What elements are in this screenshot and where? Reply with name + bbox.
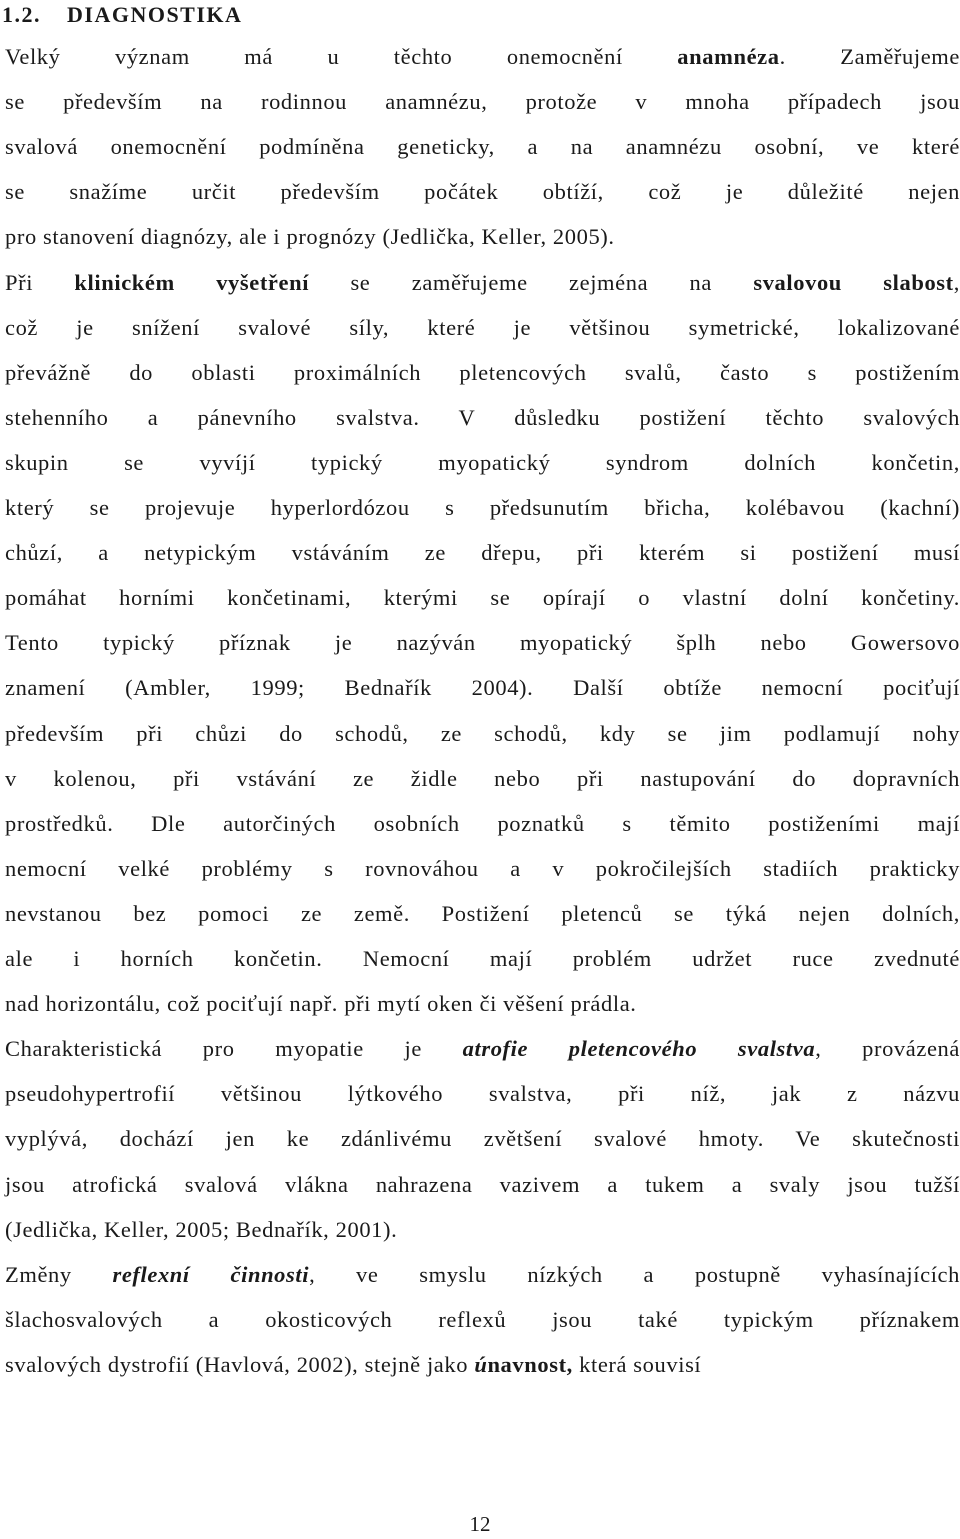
text-run: ale i horních končetin. Nemocní mají problém udržet ruce zvednuté — [5, 946, 960, 971]
text-run: Změny — [5, 1261, 113, 1287]
text-line — [5, 34, 960, 79]
text-line — [5, 1342, 701, 1387]
text-line — [5, 1252, 960, 1297]
text-run: nevstanou bez pomoci ze země. Postižení pletenců se týká nejen dolních, — [5, 900, 960, 926]
text-line — [5, 891, 960, 936]
text-run: , — [953, 269, 960, 295]
section-number: 1.2. — [2, 2, 41, 27]
text-run: se především na rodinnou anamnézu, protože v mnoha případech jsou — [5, 89, 960, 115]
text-line — [5, 1297, 960, 1342]
text-run: (Jedlička, Keller, 2005; Bednařík, 2001). — [5, 1216, 398, 1242]
text-line — [5, 936, 960, 981]
text-line — [5, 124, 960, 169]
text-run: skupin se vyvíjí typický myopatický syndrom dolních končetin, — [5, 449, 960, 475]
text-line — [5, 350, 960, 395]
text-line — [5, 530, 960, 575]
text-run: , ve smyslu nízkých a postupně vyhasínajících — [309, 1261, 960, 1287]
text-line — [5, 79, 960, 124]
text-run: pomáhat horními končetinami, kterými se opírají o vlastní dolní končetiny. — [5, 585, 960, 611]
text-run: stehenního a pánevního svalstva. V důsledku postižení těchto svalových — [5, 404, 960, 430]
section-title: DIAGNOSTIKA — [67, 2, 243, 27]
emphasized-text: klinickém vyšetření — [74, 269, 310, 295]
text-run: vyplývá, dochází jen ke zdánlivému zvětšení svalové hmoty. Ve skutečnosti — [5, 1126, 960, 1152]
text-line — [5, 711, 960, 756]
text-run: se snažíme určit především počátek obtíží, což je důležité nejen — [5, 179, 960, 205]
text-run: nad horizontálu, což pociťují např. při mytí oken či věšení prádla. — [5, 991, 637, 1017]
text-run: jsou atrofická svalová vlákna nahrazena vazivem a tukem a svaly jsou tužší — [5, 1171, 960, 1197]
text-line — [5, 395, 960, 440]
text-run: která souvisí — [572, 1351, 702, 1377]
text-run: Charakteristická pro myopatie je — [5, 1036, 463, 1062]
text-run: znamení (Ambler, 1999; Bednařík 2004). Další obtíže nemocní pociťují — [5, 675, 960, 701]
emphasized-text: svalovou slabost — [753, 269, 954, 295]
text-run: prostředků. Dle autorčiných osobních poznatků s těmito postiženími mají — [5, 810, 960, 836]
emphasized-text: atrofie pletencového svalstva — [462, 1036, 816, 1062]
emphasized-text: reflexní činnosti — [112, 1261, 310, 1287]
text-line — [5, 169, 960, 214]
text-run: což je snížení svalové síly, které je většinou symetrické, lokalizované — [5, 314, 960, 340]
text-line — [5, 214, 615, 259]
text-line — [5, 1162, 960, 1207]
text-line — [5, 485, 960, 530]
text-run: , provázená — [815, 1036, 960, 1062]
page-number: 12 — [469, 1512, 491, 1536]
text-run: pseudohypertrofií většinou lýtkového svalstva, při níž, jak z názvu — [5, 1081, 960, 1107]
text-run: Velký význam má u těchto onemocnění — [5, 44, 678, 69]
text-run: který se projevuje hyperlordózou s předsunutím břicha, kolébavou (kachní) — [5, 495, 960, 520]
text-line — [5, 305, 960, 350]
text-run: . Zaměřujeme — [779, 44, 960, 69]
text-run: pro stanovení diagnózy, ale i prognózy (Jedlička, Keller, 2005). — [5, 224, 615, 250]
text-line — [5, 1026, 960, 1071]
text-run: svalová onemocnění podmíněna geneticky, a na anamnézu osobní, ve které — [5, 134, 960, 160]
emphasized-text: anamnéza — [677, 44, 780, 69]
text-run: chůzí, a netypickým vstáváním ze dřepu, při kterém si postižení musí — [5, 540, 960, 566]
emphasized-text: ú — [474, 1351, 488, 1377]
text-line — [5, 665, 960, 710]
emphasized-text: navnost, — [487, 1351, 573, 1377]
text-line — [5, 1207, 397, 1252]
text-run: šlachosvalových a okosticových reflexů jsou také typickým příznakem — [5, 1306, 960, 1332]
text-line — [5, 260, 960, 305]
text-line — [5, 756, 960, 801]
text-run: Tento typický příznak je nazýván myopatický šplh nebo Gowersovo — [5, 630, 960, 656]
text-run: se zaměřujeme zejména na — [309, 269, 754, 295]
text-run: nemocní velké problémy s rovnováhou a v pokročilejších stadiích prakticky — [5, 855, 960, 881]
text-run: převážně do oblasti proximálních pletencových svalů, často s postižením — [5, 359, 960, 385]
text-line — [5, 801, 960, 846]
section-heading — [2, 0, 242, 30]
text-line — [5, 575, 960, 620]
text-run: svalových dystrofií (Havlová, 2002), stejně jako — [5, 1351, 475, 1377]
text-line — [5, 981, 637, 1026]
text-run: Při — [5, 269, 75, 295]
text-line — [5, 1116, 960, 1161]
text-line — [5, 1071, 960, 1116]
text-run: především při chůzi do schodů, ze schodů, kdy se jim podlamují nohy — [5, 720, 960, 746]
text-run: v kolenou, při vstávání ze židle nebo při nastupování do dopravních — [5, 765, 960, 791]
text-line — [5, 846, 960, 891]
text-line — [5, 440, 960, 485]
text-line — [5, 620, 960, 665]
